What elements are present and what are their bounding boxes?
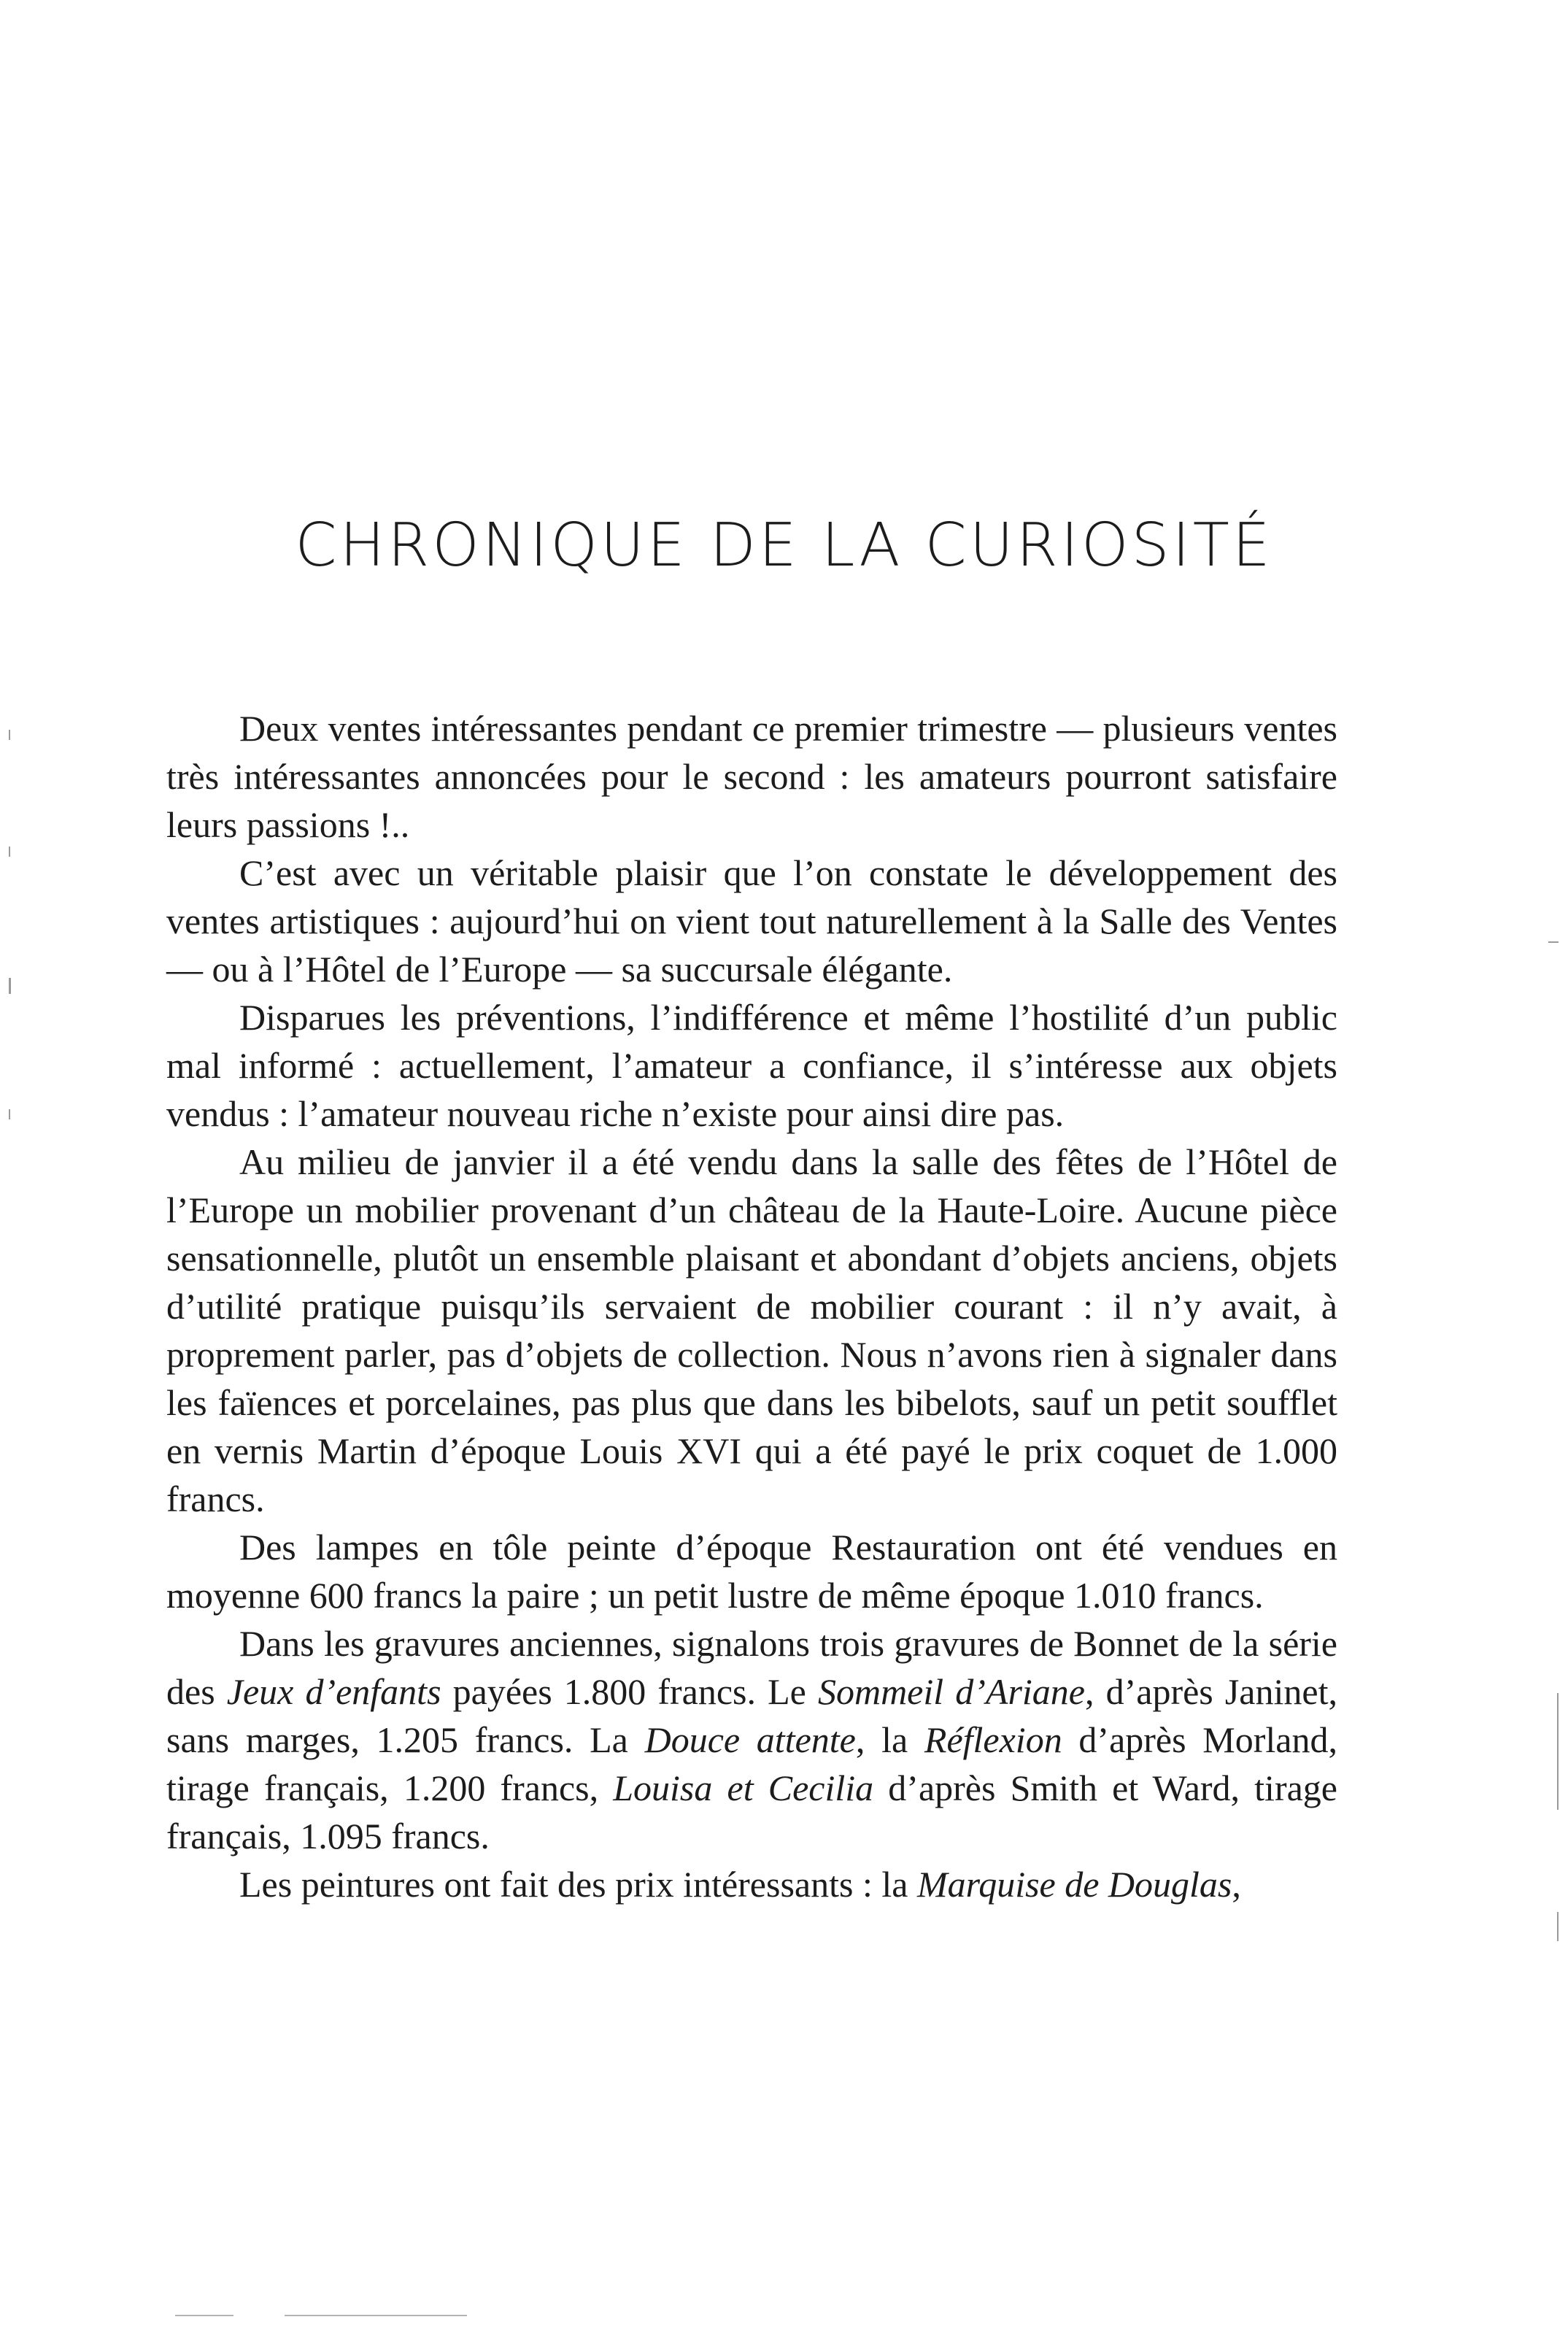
scan-mark <box>9 1109 10 1119</box>
text-segment: Dans les gravures anciennes, signalons trois gravures de Bonnet de la série des <box>166 1623 1337 1712</box>
paragraph <box>166 1138 1337 1523</box>
text-segment: d’après Morland, tirage français, 1.200 francs, <box>166 1719 1337 1808</box>
italic-title: Jeux d’enfants <box>226 1671 441 1712</box>
paragraph <box>166 1860 1337 1908</box>
text-segment: payées 1.800 francs. Le <box>441 1671 818 1712</box>
page-title: CHRONIQUE DE LA CURIOSITÉ <box>295 511 1273 580</box>
scan-mark <box>9 730 10 740</box>
scan-mark <box>1557 1693 1559 1810</box>
text-segment: Au milieu de janvier il a été vendu dans la salle des fêtes de l’Hôtel de l’Europe un mobilier provenant d’un château de la Haute-Loire. Aucune pièce sensationnelle, plutôt un ensemble plaisant et abondant d’objets anciens, objets d’utilité pratique puisqu’ils servaient de mobilier courant : il n’y avait, à proprement parler, pas d’objets de collection. Nous n’avons rien à signaler dans les faïences et porcelaines, pas plus que dans les bibelots, sauf un petit soufflet en vernis Martin d’époque Louis XVI qui a été payé le prix coquet de 1.000 francs. <box>166 1141 1337 1519</box>
scan-rule <box>285 2315 467 2316</box>
text-segment: C’est avec un véritable plaisir que l’on constate le développement des ventes artistiques : aujourd’hui on vient tout naturellement à la Salle des Ventes — ou à l’Hôtel de l’Europe — sa succursale élégante. <box>166 852 1337 990</box>
scan-mark <box>9 847 10 857</box>
text-segment: Deux ventes intéressantes pendant ce premier trimestre — plusieurs ventes très intéressantes annoncées pour le second : les amateurs pourront satisfaire leurs passions !.. <box>166 708 1337 845</box>
text-segment: d’après Smith et Ward, tirage français, 1.095 francs. <box>166 1767 1337 1856</box>
text-segment: , d’après Janinet, sans marges, 1.205 francs. La <box>166 1671 1337 1760</box>
text-segment: , <box>1232 1864 1241 1905</box>
paragraph <box>166 1523 1337 1619</box>
scan-mark <box>9 978 11 994</box>
italic-title: Douce attente <box>644 1719 856 1760</box>
text-segment: , la <box>855 1719 924 1760</box>
article-body <box>166 704 1337 1908</box>
scan-mark <box>1557 1912 1559 1941</box>
scan-mark <box>1548 941 1559 943</box>
italic-title: Réflexion <box>924 1719 1062 1760</box>
italic-title: Louisa et Cecilia <box>613 1767 874 1808</box>
text-segment: Des lampes en tôle peinte d’époque Restauration ont été vendues en moyenne 600 francs la paire ; un petit lustre de même époque 1.010 francs. <box>166 1527 1337 1616</box>
scan-rule <box>175 2315 233 2316</box>
paragraph <box>166 993 1337 1138</box>
italic-title: Sommeil d’Ariane <box>817 1671 1085 1712</box>
paragraph <box>166 704 1337 849</box>
text-segment: Disparues les préventions, l’indifférence et même l’hostilité d’un public mal informé : actuellement, l’amateur a confiance, il s’intéresse aux objets vendus : l’amateur nouveau riche n’existe pour ainsi dire pas. <box>166 997 1337 1134</box>
paragraph <box>166 849 1337 993</box>
italic-title: Marquise de Douglas <box>916 1864 1232 1905</box>
paragraph <box>166 1619 1337 1860</box>
text-segment: Les peintures ont fait des prix intéressants : la <box>239 1864 917 1905</box>
